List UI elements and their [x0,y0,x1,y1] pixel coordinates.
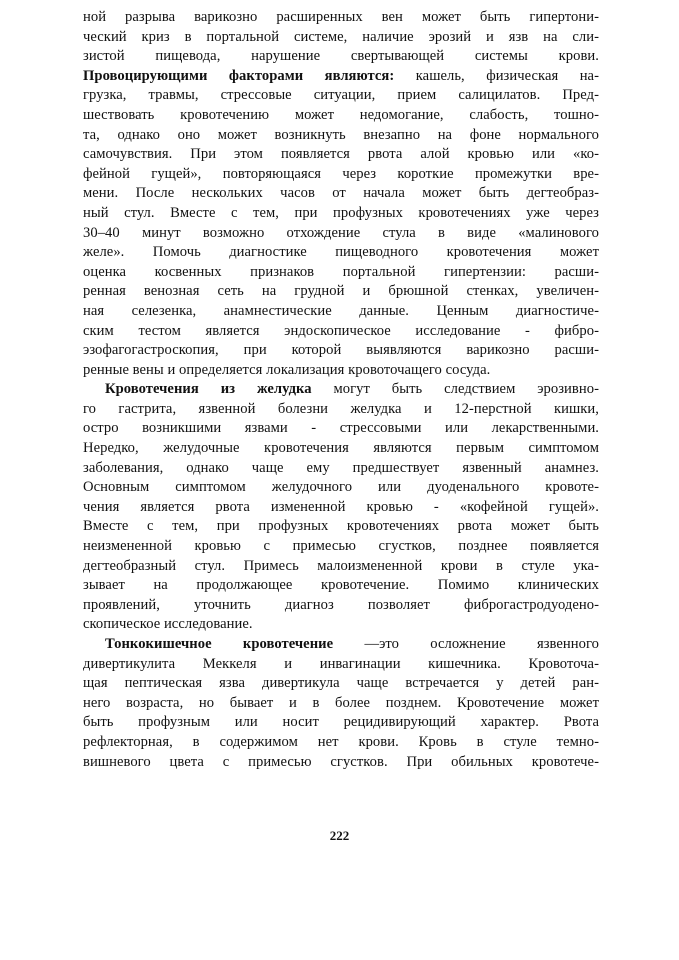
page-body [83,8,599,772]
text-line [83,126,599,146]
text-line [83,733,599,753]
text-line [83,184,599,204]
text-line [83,243,599,263]
text-line [83,576,599,596]
text-run: та, однако оно может возникнуть внезапно на фоне нормального [83,126,599,143]
text-line [83,615,599,635]
text-line [83,322,599,342]
text-line [83,224,599,244]
text-line [83,67,599,87]
text-line [83,655,599,675]
text-line [83,419,599,439]
text-line [83,753,599,773]
text-line [83,282,599,302]
text-line [83,635,599,655]
text-line [83,204,599,224]
text-run: го гастрита, язвенной болезни желудка и 12-перстной кишки, [83,400,599,417]
text-run: рефлекторная, в содержимом нет крови. Кровь в стуле темно- [83,733,599,750]
text-run: фейной гущей», повторяющаяся через короткие промежутки вре- [83,165,599,182]
text-run: могут быть следствием эрозивно- [311,381,599,398]
bold-term: Тонкокишечное кровотечение [105,636,334,652]
text-run: 30–40 минут возможно отхождение стула в виде «малинового [83,224,599,241]
text-run: него возраста, но бывает и в более позднем. Кровотечение может [83,694,599,711]
text-run: заболевания, однако чаще ему предшествует язвенный анамнез. [83,459,599,476]
text-line [83,361,599,381]
text-run: зистой пищевода, нарушение свертывающей системы крови. [83,48,599,65]
text-run: скопическое исследование. [83,616,253,633]
text-run: грузка, травмы, стрессовые ситуации, прием салицилатов. Пред- [83,87,599,104]
text-run: ный стул. Вместе с тем, при профузных кровотечениях уже через [83,204,599,221]
text-run: вишневого цвета с примесью сгустков. При обильных кровотече- [83,753,599,770]
text-line [83,165,599,185]
text-line [83,459,599,479]
text-run: шествовать кровотечению может недомогание, слабость, тошно- [83,106,599,123]
text-line [83,8,599,28]
text-line [83,517,599,537]
text-run: зывает на продолжающее кровотечение. Помимо клинических [83,577,599,594]
text-run: желе». Помочь диагностике пищеводного кровотечения может [83,244,599,261]
text-run: Нередко, желудочные кровотечения являются первым симптомом [83,440,599,457]
bold-term: Провоцирующими факторами являются: [83,67,395,84]
text-run: ной разрыва варикозно расширенных вен может быть гипертони- [83,9,599,25]
text-run: Основным симптомом желудочного или дуоденального кровоте- [83,479,599,496]
text-run: эзофагогастроскопия, при которой выявляются варикозно расши- [83,342,599,359]
text-run: ная селезенка, анамнестические данные. Ценным диагностиче- [83,302,599,319]
text-run: щая пептическая язва дивертикула чаще встречается у детей ран- [83,675,599,692]
text-run: ренные вены и определяется локализация кровоточащего сосуда. [83,361,491,378]
text-line [83,674,599,694]
text-run: оценка косвенных признаков портальной гипертензии: расши- [83,263,599,280]
text-line [83,47,599,67]
paragraph [83,635,599,772]
text-line [83,263,599,283]
text-line [83,713,599,733]
text-run: кашель, физическая на- [394,67,599,84]
text-run: быть профузным или носит рецидивирующий характер. Рвота [83,714,599,731]
page-number: 222 [329,828,350,843]
text-run: дивертикулита Меккеля и инвагинации кишечника. Кровоточа- [83,655,599,672]
text-run: проявлений, уточнить диагноз позволяет фиброгастродуодено- [83,596,599,613]
text-run: ренная венозная сеть на грудной и брюшной стенках, увеличен- [83,283,599,300]
text-run: остро возникшими язвами - стрессовыми или лекарственными. [83,420,599,437]
text-line [83,557,599,577]
text-line [83,86,599,106]
text-line [83,145,599,165]
paragraph [83,380,599,635]
paragraph [83,8,599,380]
text-line [83,537,599,557]
text-line [83,302,599,322]
text-line [83,498,599,518]
text-run: ческий криз в портальной системе, наличие эрозий и язв на сли- [83,28,599,45]
text-line [83,596,599,616]
text-line [83,478,599,498]
text-line [83,341,599,361]
text-line [83,400,599,420]
text-line [83,28,599,48]
text-run: дегтеобразный стул. Примесь малоизмененной крови в стуле ука- [83,557,599,574]
text-run: —это осложнение язвенного [333,636,599,652]
text-run: ским тестом является эндоскопическое исследование - фибро- [83,322,599,339]
text-line [83,106,599,126]
text-line [83,694,599,714]
text-line [83,380,599,400]
text-run: чения является рвота измененной кровью - «кофейной гущей». [83,498,599,515]
text-run: мени. После нескольких часов от начала может быть дегтеобраз- [83,185,599,202]
text-run: Вместе с тем, при профузных кровотечениях рвота может быть [83,518,599,535]
bold-term: Кровотечения из желудка [105,381,312,398]
text-run: самочувствия. При этом появляется рвота алой кровью или «ко- [83,146,599,163]
text-run: неизмененной кровью с примесью сгустков, позднее появляется [83,538,599,555]
text-line [83,439,599,459]
